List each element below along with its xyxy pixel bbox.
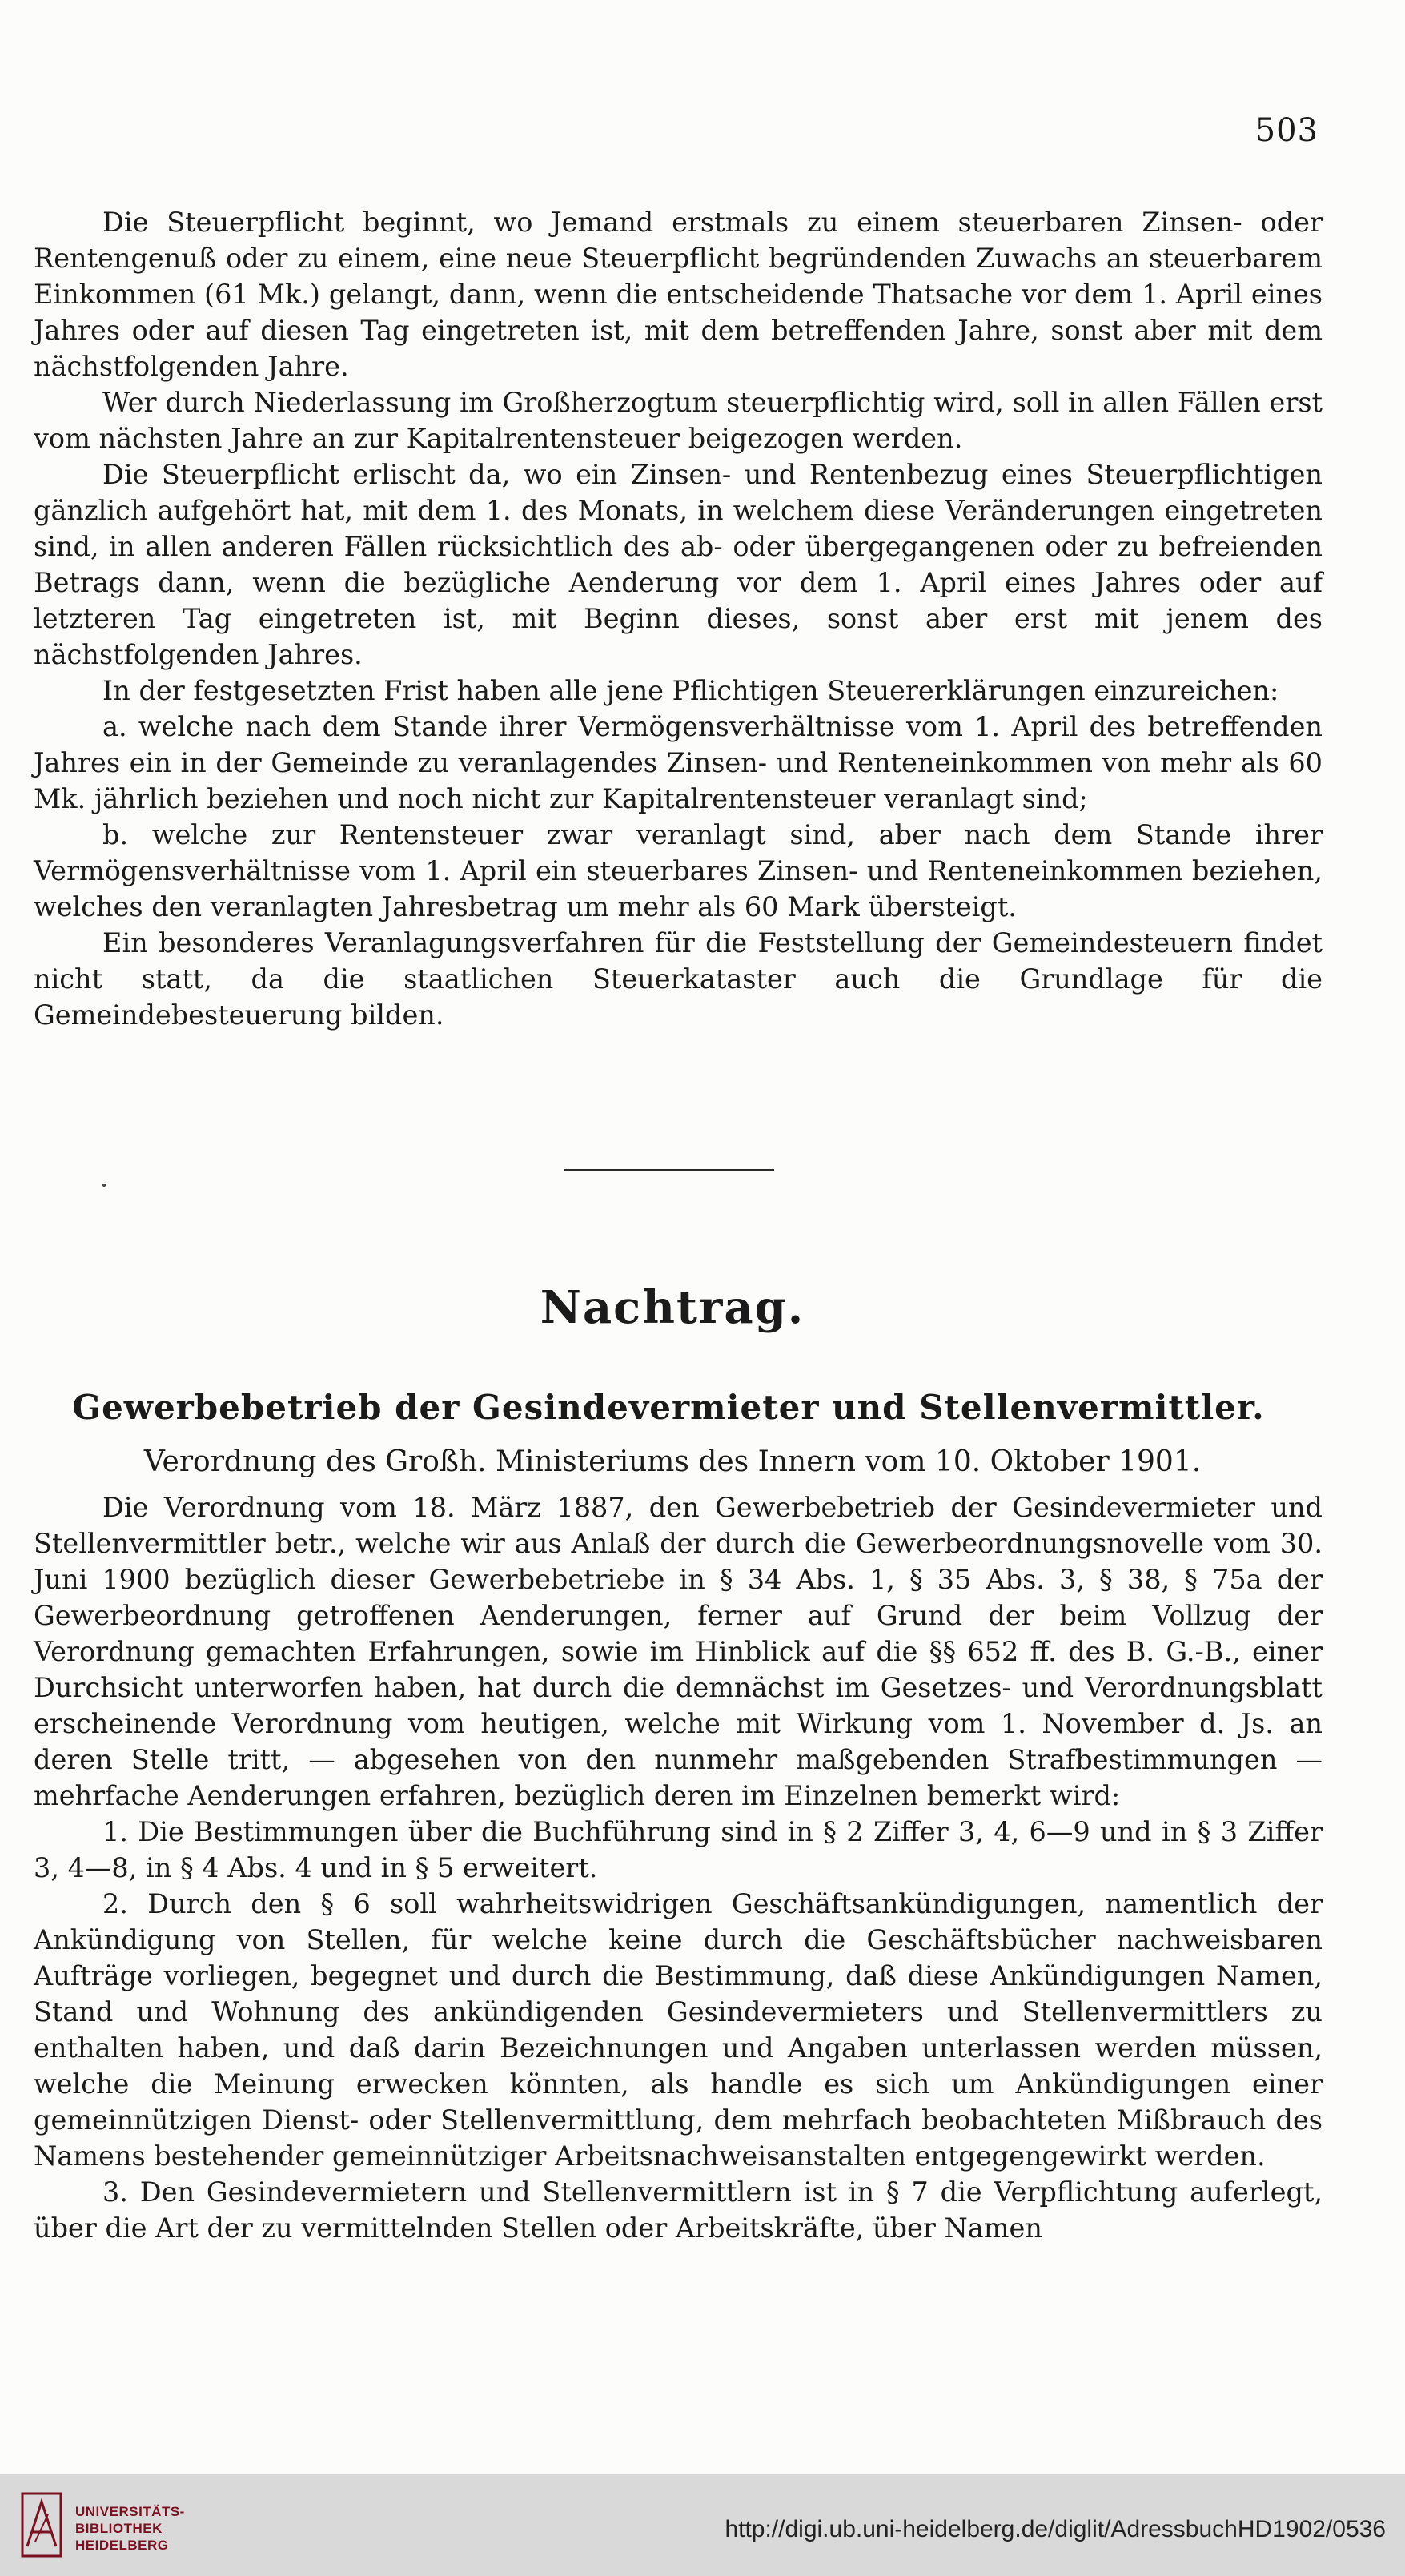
list-item-a: a. welche nach dem Stande ihrer Vermögensverhältnisse vom 1. April des betreffenden Jahres ein in der Gemeinde zu veranlagendes Zinsen- und Renteneinkommen von mehr als 60 Mk. jährlich beziehen und noch nicht zur Kapitalrentensteuer veranlagt sind; (34, 711, 1323, 814)
list-item-2: 2. Durch den § 6 soll wahrheitswidrigen Geschäftsankündigungen, namentlich der Ankündigung von Stellen, für welche keine durch die Geschäftsbücher nachweisbaren Aufträge vorliegen, begegnet und durch die Bestimmung, daß diese Ankündigungen Namen, Stand und Wohnung des ankündigenden Gesindevermieters und Stellenvermittlers zu enthalten haben, und daß darin Bezeichnungen und Angaben unterlassen werden müssen, welche die Meinung erwecken könnten, als handle es sich um Ankündigungen einer gemeinnützigen Dienst- oder Stellenvermittlung, dem mehrfach beobachteten Mißbrauch des Namens bestehender gemeinnütziger Arbeitsnachweisanstalten entgegengewirkt werden. (34, 1888, 1323, 2172)
paragraph: Wer durch Niederlassung im Großherzogtum steuerpflichtig wird, soll in allen Fällen erst vom nächsten Jahre an zur Kapitalrentensteuer beigezogen werden. (34, 387, 1323, 454)
library-name-line: HEIDELBERG (75, 2538, 169, 2553)
paragraph: Ein besonderes Veranlagungsverfahren für die Feststellung der Gemeindesteuern findet nicht statt, da die staatlichen Steuerkataster auch die Grundlage für die Gemeindebesteuerung bilden. (34, 927, 1323, 1031)
paragraph: Die Steuerpflicht erlischt da, wo ein Zinsen- und Rentenbezug eines Steuerpflichtigen gänzlich aufgehört hat, mit dem 1. des Monats, in welchem diese Veränderungen eingetreten sind, in allen anderen Fällen rücksichtlich des ab- oder übergegangenen oder zu befreienden Betrags dann, wenn die bezügliche Aenderung vor dem 1. April eines Jahres oder auf letzteren Tag eingetreten ist, mit Beginn dieses, sonst aber erst mit jenem des nächstfolgenden Jahres. (34, 459, 1323, 670)
addendum-body (34, 1489, 1323, 2246)
university-seal-icon (19, 2490, 64, 2559)
addendum-title: Nachtrag. (540, 1281, 805, 1334)
list-item-1: 1. Die Bestimmungen über die Buchführung sind in § 2 Ziffer 3, 4, 6—9 und in § 3 Ziffer 3, 4—8, in § 4 Abs. 4 und in § 5 erweitert. (34, 1816, 1323, 1883)
ordinance-line: Verordnung des Großh. Ministeriums des Innern vom 10. Oktober 1901. (143, 1445, 1202, 1478)
source-url-link[interactable]: http://digi.ub.uni-heidelberg.de/diglit/AdressbuchHD1902/0536 (725, 2516, 1386, 2542)
tax-liability-section (34, 204, 1323, 1033)
page-number: 503 (1254, 112, 1319, 149)
list-item-3: 3. Den Gesindevermietern und Stellenvermittlern ist in § 7 die Verpflichtung auferlegt, über die Art der zu vermittelnden Stellen oder Arbeitskräfte, über Namen (34, 2176, 1323, 2244)
section-divider (564, 1169, 774, 1171)
digitization-footer (0, 2474, 1405, 2576)
scan-speck (102, 1184, 106, 1187)
paragraph: In der festgesetzten Frist haben alle jene Pflichtigen Steuererklärungen einzureichen: (102, 675, 1279, 706)
library-name (75, 2503, 185, 2554)
library-name-line: UNIVERSITÄTS- (75, 2504, 185, 2519)
list-item-b: b. welche zur Rentensteuer zwar veranlagt sind, aber nach dem Stande ihrer Vermögensverhältnisse vom 1. April ein steuerbares Zinsen- und Renteneinkommen beziehen, welches den veranlagten Jahresbetrag um mehr als 60 Mark übersteigt. (34, 819, 1323, 922)
library-name-line: BIBLIOTHEK (75, 2521, 163, 2536)
paragraph: Die Verordnung vom 18. März 1887, den Gewerbebetrieb der Gesindevermieter und Stellenvermittler betr., welche wir aus Anlaß der durch die Gewerbeordnungsnovelle vom 30. Juni 1900 bezüglich dieser Gewerbebetriebe in § 34 Abs. 1, § 35 Abs. 3, § 38, § 75a der Gewerbeordnung getroffenen Aenderungen, ferner auf Grund der beim Vollzug der Verordnung gemachten Erfahrungen, sowie im Hinblick auf die §§ 652 ff. des B. G.-B., einer Durchsicht unterworfen haben, hat durch die demnächst im Gesetzes- und Verordnungsblatt erscheinende Verordnung vom heutigen, welche mit Wirkung vom 1. November d. Js. an deren Stelle tritt, — abgesehen von den nunmehr maßgebenden Strafbestimmungen — mehrfache Aenderungen erfahren, bezüglich deren im Einzelnen bemerkt wird: (34, 1492, 1323, 1811)
addendum-subtitle: Gewerbebetrieb der Gesindevermieter und Stellenvermittler. (72, 1388, 1265, 1427)
paragraph: Die Steuerpflicht beginnt, wo Jemand erstmals zu einem steuerbaren Zinsen- oder Rentengenuß oder zu einem, eine neue Steuerpflicht begründenden Zuwachs an steuerbarem Einkommen (61 Mk.) gelangt, dann, wenn die entscheidende Thatsache vor dem 1. April eines Jahres oder auf diesen Tag eingetreten ist, mit dem betreffenden Jahre, sonst aber mit dem nächstfolgenden Jahre. (34, 207, 1323, 382)
